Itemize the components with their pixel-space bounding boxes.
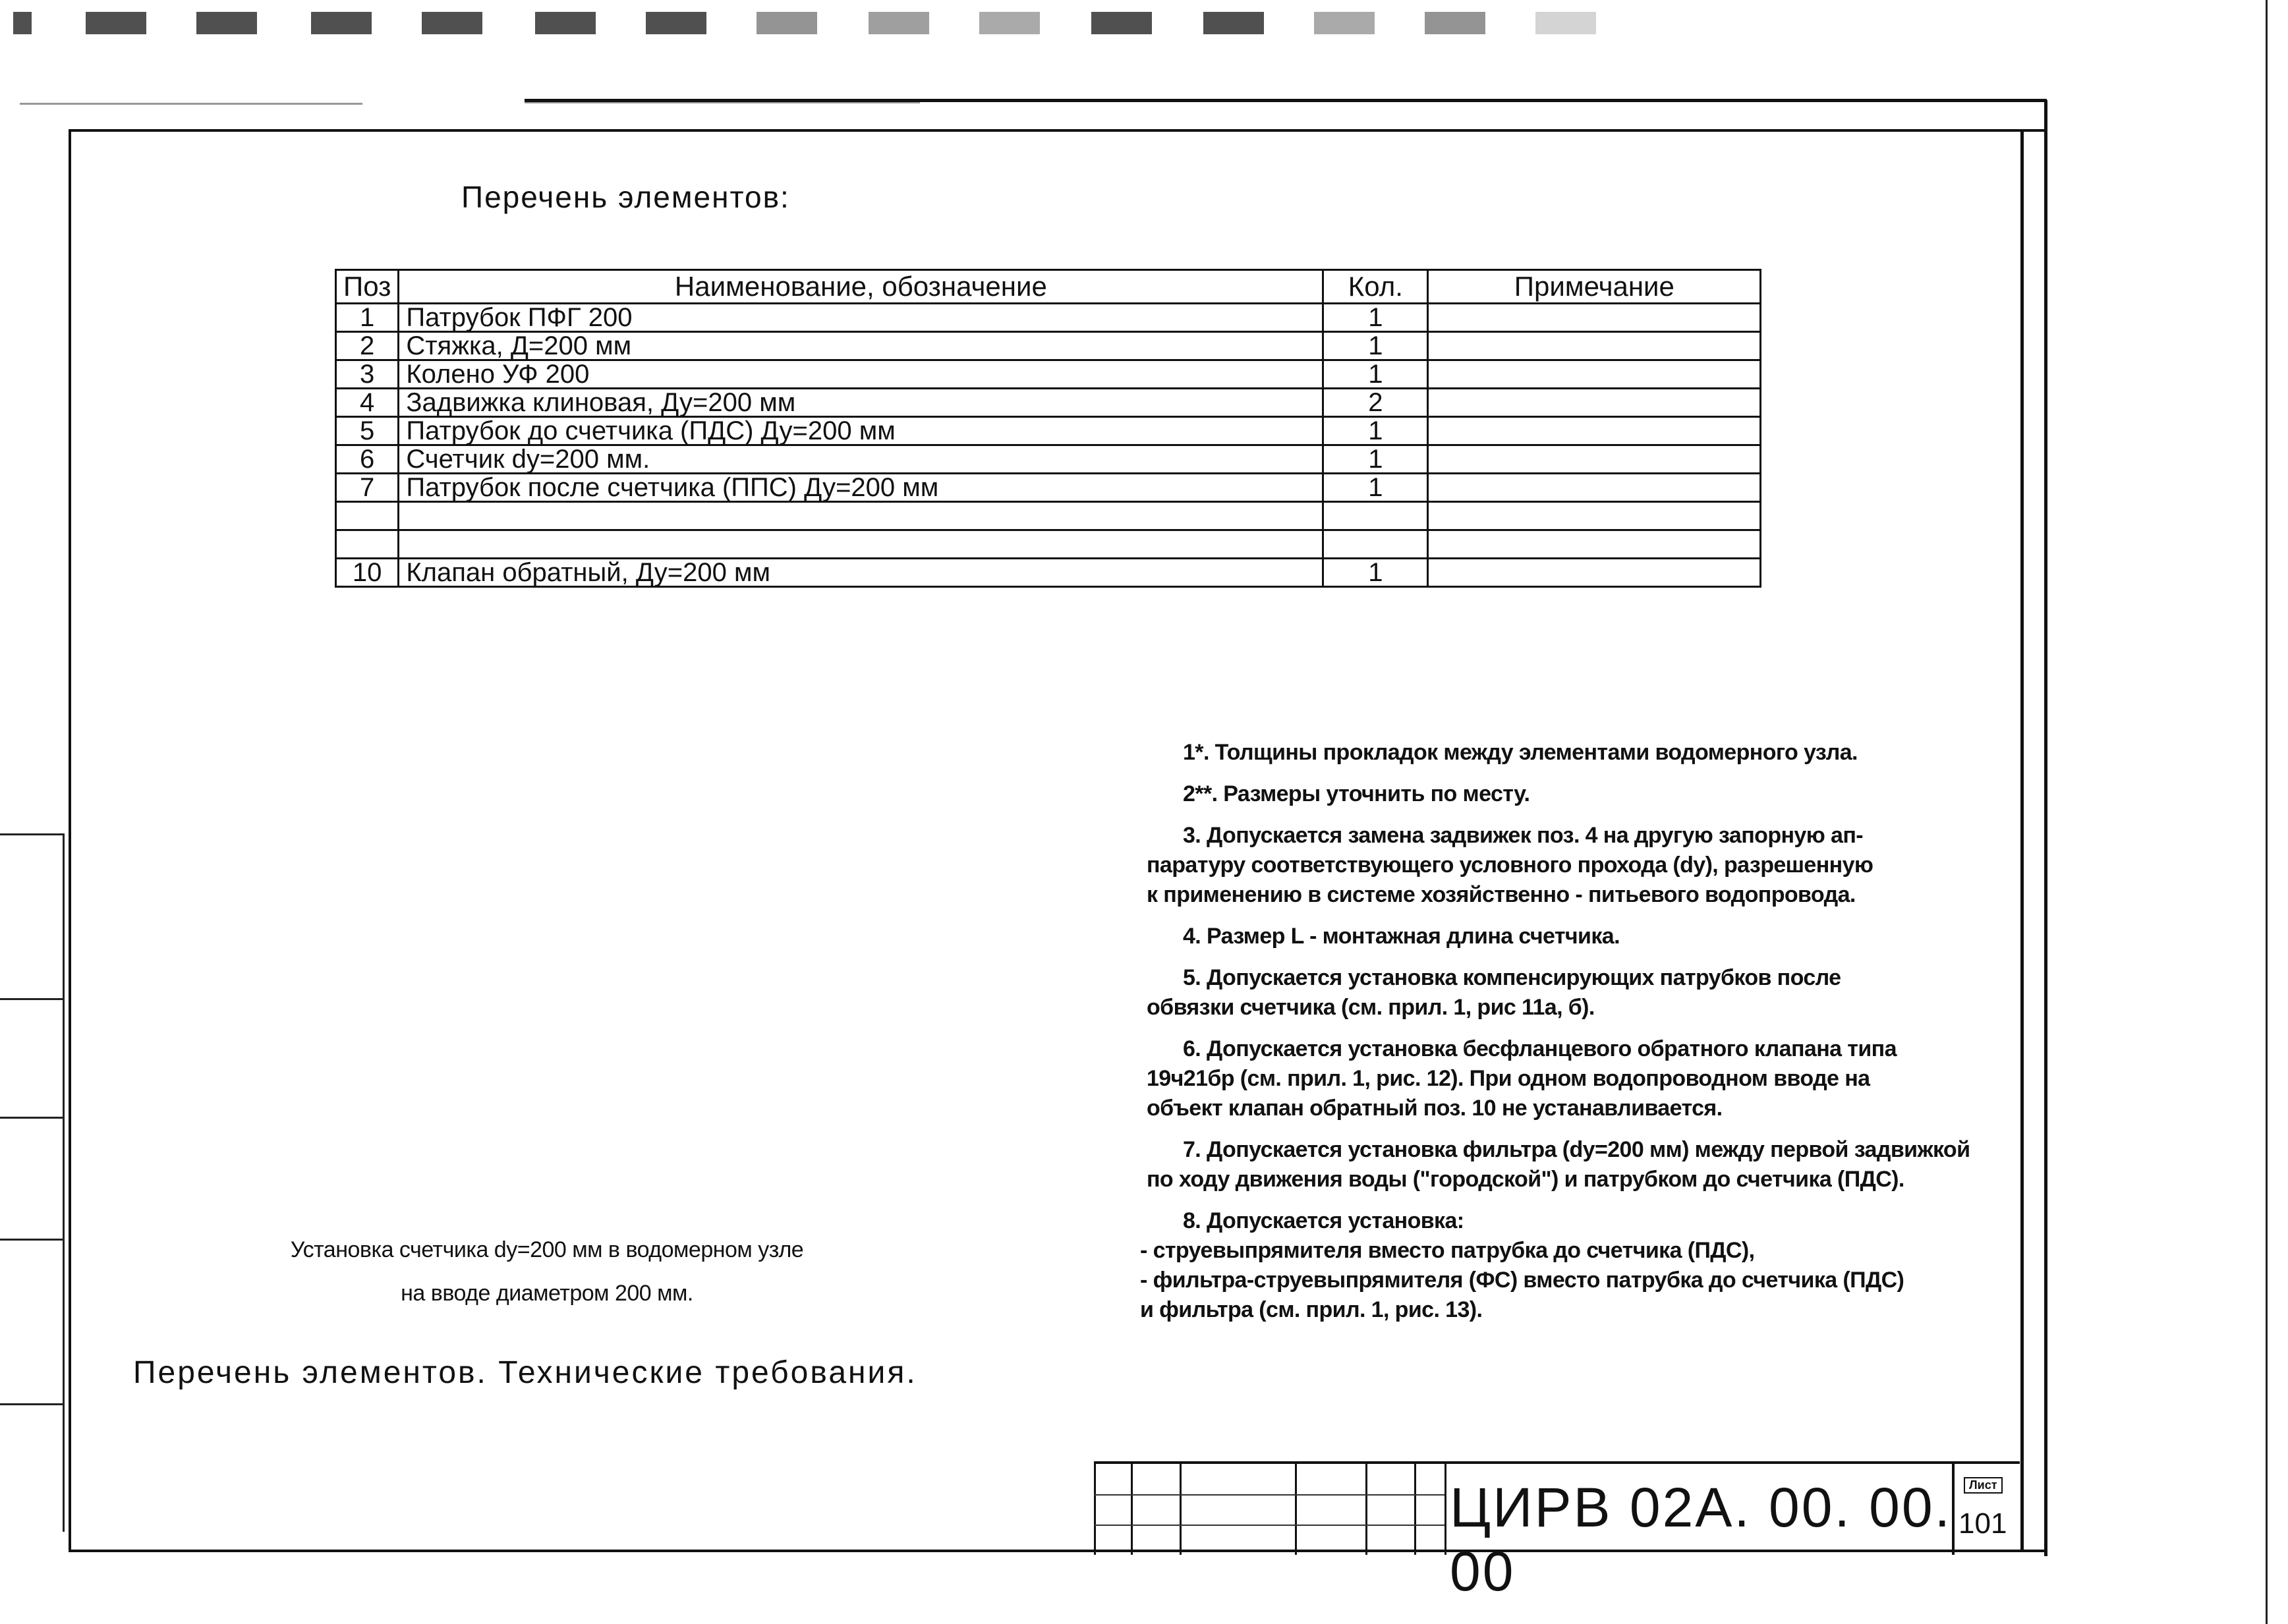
note-5 xyxy=(1147,963,2003,1022)
title-block-divider xyxy=(1444,1464,1446,1555)
scan-mark xyxy=(1203,12,1264,34)
scan-mark xyxy=(1314,12,1375,34)
cell-qty: 1 xyxy=(1323,474,1428,502)
scan-mark xyxy=(86,12,146,34)
stamp-cell xyxy=(0,833,63,1000)
table-row xyxy=(336,332,1761,360)
cell-name: Стяжка, Д=200 мм xyxy=(399,332,1323,360)
cell-pos: 1 xyxy=(336,304,399,332)
note-5-line: 5. Допускается установка компенсирующих патрубков после xyxy=(1183,965,1841,990)
cell-pos: 2 xyxy=(336,332,399,360)
cell-note xyxy=(1428,445,1761,474)
cell-qty: 1 xyxy=(1323,559,1428,587)
table-row xyxy=(336,445,1761,474)
cell-qty: 1 xyxy=(1323,304,1428,332)
cell-note xyxy=(1428,530,1761,559)
note-6-line: 6. Допускается установка бесфланцевого обратного клапана типа xyxy=(1183,1036,1897,1061)
page-edge-line xyxy=(2266,0,2268,1624)
note-8-line: 8. Допускается установка: xyxy=(1183,1208,1464,1233)
cell-name: Задвижка клиновая, Ду=200 мм xyxy=(399,389,1323,417)
cell-pos: 10 xyxy=(336,559,399,587)
scan-mark xyxy=(1091,12,1152,34)
table-row xyxy=(336,474,1761,502)
scan-mark xyxy=(422,12,482,34)
cell-name: Клапан обратный, Ду=200 мм xyxy=(399,559,1323,587)
cell-qty: 1 xyxy=(1323,360,1428,389)
title-block-row-line xyxy=(1094,1525,1444,1526)
sheet-number-cell xyxy=(1952,1464,2020,1555)
note-8-item: - струевыпрямителя вместо патрубка до счетчика (ПДС), xyxy=(1140,1238,1755,1263)
cell-name: Патрубок после счетчика (ППС) Ду=200 мм xyxy=(399,474,1323,502)
table-row xyxy=(336,304,1761,332)
side-stamp-strip xyxy=(0,833,65,1532)
header-name: Наименование, обозначение xyxy=(399,270,1323,304)
title-block-divider xyxy=(1131,1464,1133,1555)
scan-mark xyxy=(535,12,596,34)
frame-right-inner-line xyxy=(2020,129,2024,1552)
frame-right-outer-line xyxy=(2044,100,2047,1556)
cell-note xyxy=(1428,559,1761,587)
cell-note xyxy=(1428,304,1761,332)
scan-mark xyxy=(13,12,32,34)
note-8-item: и фильтра (см. прил. 1, рис. 13). xyxy=(1140,1297,1483,1322)
scan-mark xyxy=(196,12,257,34)
cell-name xyxy=(399,502,1323,530)
sheet-number: 101 xyxy=(1959,1507,2007,1540)
note-6-line: 19ч21бр (см. прил. 1, рис. 12). При одном водопроводном вводе на xyxy=(1147,1066,1870,1091)
scan-mark xyxy=(757,12,817,34)
scan-header-strip xyxy=(0,0,2288,105)
table-row xyxy=(336,417,1761,445)
note-7 xyxy=(1147,1135,2003,1194)
title-block-row-line xyxy=(1094,1494,1444,1496)
cell-name xyxy=(399,530,1323,559)
scan-mark xyxy=(1535,12,1596,34)
cell-note xyxy=(1428,417,1761,445)
cell-name: Счетчик dy=200 мм. xyxy=(399,445,1323,474)
table-row xyxy=(336,530,1761,559)
header-note: Примечание xyxy=(1428,270,1761,304)
cell-name: Патрубок до счетчика (ПДС) Ду=200 мм xyxy=(399,417,1323,445)
elements-list-title: Перечень элементов: xyxy=(461,180,790,214)
title-block-divider xyxy=(1365,1464,1367,1555)
cell-note xyxy=(1428,332,1761,360)
stamp-cell xyxy=(0,1239,63,1405)
cell-qty: 1 xyxy=(1323,332,1428,360)
note-8-item: - фильтра-струевыпрямителя (ФС) вместо патрубка до счетчика (ПДС) xyxy=(1140,1268,1904,1293)
cell-pos: 4 xyxy=(336,389,399,417)
table-row xyxy=(336,389,1761,417)
header-pos: Поз xyxy=(336,270,399,304)
cell-note xyxy=(1428,502,1761,530)
note-7-line: 7. Допускается установка фильтра (dy=200 мм) между первой задвижкой xyxy=(1183,1137,1970,1162)
note-4: 4. Размер L - монтажная длина счетчика. xyxy=(1183,924,1620,949)
note-6-line: объект клапан обратный поз. 10 не устанавливается. xyxy=(1147,1096,1723,1121)
scan-mark xyxy=(869,12,929,34)
cell-pos: 3 xyxy=(336,360,399,389)
header-qty: Кол. xyxy=(1323,270,1428,304)
cell-pos: 5 xyxy=(336,417,399,445)
cell-qty xyxy=(1323,530,1428,559)
cell-name: Колено УФ 200 xyxy=(399,360,1323,389)
sheet-label: Лист xyxy=(1964,1477,2003,1494)
title-block-divider xyxy=(1295,1464,1297,1555)
note-7-line: по ходу движения воды ("городской") и патрубком до счетчика (ПДС). xyxy=(1147,1167,1904,1192)
table-row xyxy=(336,502,1761,530)
cell-qty: 1 xyxy=(1323,445,1428,474)
note-5-line: обвязки счетчика (см. прил. 1, рис 11а, б). xyxy=(1147,995,1595,1020)
cell-qty: 1 xyxy=(1323,417,1428,445)
stamp-cell xyxy=(0,998,63,1119)
cell-note xyxy=(1428,474,1761,502)
scan-mark xyxy=(979,12,1040,34)
stamp-cell xyxy=(0,1117,63,1241)
caption-line: Установка счетчика dy=200 мм в водомерном узле xyxy=(290,1237,804,1262)
note-2: 2**. Размеры уточнить по месту. xyxy=(1183,781,1530,806)
cell-note xyxy=(1428,360,1761,389)
document-code: ЦИРВ 02А. 00. 00. 00 xyxy=(1450,1476,1952,1602)
caption-line: на вводе диаметром 200 мм. xyxy=(401,1281,693,1306)
stamp-cell xyxy=(0,1403,63,1534)
cell-qty: 2 xyxy=(1323,389,1428,417)
title-block-divider xyxy=(1094,1464,1096,1555)
scan-mark xyxy=(646,12,706,34)
cell-pos: 7 xyxy=(336,474,399,502)
scan-mark xyxy=(1425,12,1485,34)
note-8 xyxy=(1140,1206,2003,1325)
title-block xyxy=(1094,1461,2020,1602)
drawing-caption xyxy=(217,1228,876,1315)
elements-table xyxy=(335,269,1761,588)
title-block-divider xyxy=(1180,1464,1182,1555)
sheet-title: Перечень элементов. Технические требования. xyxy=(133,1355,917,1390)
scan-mark xyxy=(311,12,372,34)
cell-name: Патрубок ПФГ 200 xyxy=(399,304,1323,332)
table-row xyxy=(336,360,1761,389)
scan-dash xyxy=(20,103,362,105)
note-3-line: 3. Допускается замена задвижек поз. 4 на другую запорную ап- xyxy=(1183,823,1863,848)
cell-pos xyxy=(336,502,399,530)
frame-top-line xyxy=(525,99,2047,102)
note-3-line: к применению в системе хозяйственно - питьевого водопровода. xyxy=(1147,882,1856,907)
note-6 xyxy=(1147,1034,2003,1123)
cell-pos: 6 xyxy=(336,445,399,474)
table-row xyxy=(336,559,1761,587)
title-block-divider xyxy=(1414,1464,1416,1555)
cell-note xyxy=(1428,389,1761,417)
note-3 xyxy=(1147,821,2003,910)
cell-pos xyxy=(336,530,399,559)
note-3-line: паратуру соответствующего условного прохода (dy), разрешенную xyxy=(1147,853,1873,878)
table-header-row xyxy=(336,270,1761,304)
cell-qty xyxy=(1323,502,1428,530)
technical-notes xyxy=(1140,738,2003,1337)
note-1: 1*. Толщины прокладок между элементами водомерного узла. xyxy=(1183,740,1858,765)
